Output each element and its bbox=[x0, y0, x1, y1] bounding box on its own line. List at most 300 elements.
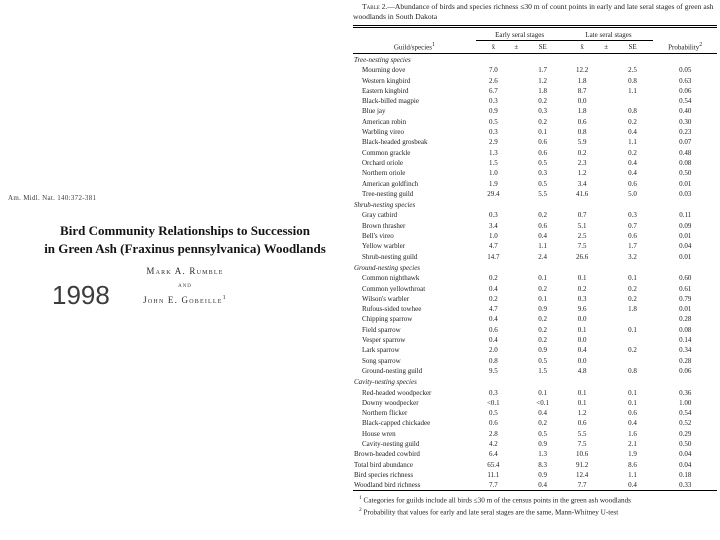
value-cell: 0.4 bbox=[538, 232, 548, 241]
table-body bbox=[353, 54, 717, 491]
species-name: Total bird abundance bbox=[354, 460, 413, 469]
footnote-2-text: Probability that values for early and late seral stages are the same, Mann-Whitney U-test bbox=[363, 508, 619, 517]
value-cell bbox=[601, 106, 612, 116]
value-cell: 0.4 bbox=[628, 158, 637, 167]
value-cell: 12.2 bbox=[575, 66, 589, 75]
value-cell: 0.54 bbox=[679, 97, 692, 106]
value-cell: 2.5 bbox=[628, 66, 637, 75]
value-cell bbox=[511, 158, 522, 168]
value-cell: 0.3 bbox=[538, 107, 548, 116]
value-cell: 0.3 bbox=[488, 128, 498, 137]
value-cell bbox=[601, 96, 612, 106]
table-row bbox=[353, 294, 717, 304]
value-cell: 0.33 bbox=[679, 481, 692, 490]
value-cell bbox=[601, 480, 612, 491]
value-cell bbox=[601, 231, 612, 241]
table-row bbox=[353, 65, 717, 75]
value-cell: 2.4 bbox=[538, 252, 548, 261]
value-cell bbox=[511, 460, 522, 470]
value-cell bbox=[601, 418, 612, 428]
species-name: Woodland bird richness bbox=[354, 481, 421, 490]
value-cell: 0.0 bbox=[577, 356, 587, 365]
table-row bbox=[353, 418, 717, 428]
section-header-row bbox=[353, 199, 717, 210]
value-cell: 0.1 bbox=[577, 388, 587, 397]
value-cell: 0.4 bbox=[488, 284, 498, 293]
species-name: Shrub-nesting guild bbox=[362, 252, 418, 261]
species-name: Common nighthawk bbox=[362, 274, 420, 283]
table-row bbox=[353, 86, 717, 96]
section-header-row bbox=[353, 54, 717, 66]
value-cell bbox=[511, 439, 522, 449]
value-cell: 0.1 bbox=[577, 274, 587, 283]
species-name: Warbling vireo bbox=[362, 128, 405, 137]
species-name: American robin bbox=[362, 117, 407, 126]
value-cell: 0.2 bbox=[577, 148, 587, 157]
value-cell: <0.1 bbox=[536, 398, 549, 407]
value-cell: 12.4 bbox=[575, 470, 589, 479]
value-cell: 0.2 bbox=[628, 284, 637, 293]
footnote-1-text: Categories for guilds include all birds ≤30 m of the census points in the green ash woodlands bbox=[363, 496, 631, 505]
value-cell: 0.50 bbox=[679, 169, 692, 178]
value-cell: 0.0 bbox=[577, 315, 587, 324]
value-cell: 8.7 bbox=[577, 86, 587, 95]
value-cell bbox=[511, 221, 522, 231]
table-row bbox=[353, 388, 717, 398]
table-row bbox=[353, 148, 717, 158]
species-name: Vesper sparrow bbox=[362, 336, 406, 345]
species-name: Orchard oriole bbox=[362, 158, 404, 167]
value-cell bbox=[601, 345, 612, 355]
value-cell: 0.79 bbox=[679, 294, 692, 303]
value-cell: 3.4 bbox=[577, 179, 587, 188]
species-name: Wilson's warbler bbox=[362, 294, 410, 303]
value-cell: 0.4 bbox=[488, 315, 498, 324]
table-row bbox=[353, 158, 717, 168]
value-cell bbox=[511, 325, 522, 335]
value-cell: 1.2 bbox=[577, 169, 587, 178]
value-cell: 4.7 bbox=[488, 242, 498, 251]
value-cell bbox=[601, 241, 612, 251]
value-cell: 0.18 bbox=[679, 470, 692, 479]
table-caption bbox=[353, 2, 717, 22]
table-row bbox=[353, 470, 717, 480]
value-cell: 0.11 bbox=[679, 211, 692, 220]
value-cell: 0.06 bbox=[679, 366, 692, 375]
value-cell: 1.2 bbox=[577, 409, 587, 418]
value-cell: 0.2 bbox=[488, 274, 498, 283]
value-cell bbox=[601, 335, 612, 345]
table-row bbox=[353, 252, 717, 262]
value-cell bbox=[511, 179, 522, 189]
value-cell: 0.6 bbox=[577, 419, 587, 428]
probability-header-text: Probability bbox=[668, 43, 700, 51]
journal-citation: Am. Midl. Nat. 140:372-381 bbox=[8, 194, 97, 202]
value-cell: 3.2 bbox=[628, 252, 637, 261]
value-cell: 1.6 bbox=[628, 429, 637, 438]
species-name: Yellow warbler bbox=[362, 242, 406, 251]
value-cell: 0.06 bbox=[679, 86, 692, 95]
table-row bbox=[353, 273, 717, 283]
value-cell bbox=[511, 189, 522, 199]
value-cell: 0.14 bbox=[679, 336, 692, 345]
value-cell: 0.40 bbox=[679, 107, 692, 116]
table-row bbox=[353, 284, 717, 294]
table-row bbox=[353, 117, 717, 127]
paper-title bbox=[18, 222, 352, 258]
table-row bbox=[353, 366, 717, 376]
species-name: Chipping sparrow bbox=[362, 315, 413, 324]
value-cell bbox=[511, 366, 522, 376]
value-cell: 0.04 bbox=[679, 242, 692, 251]
value-cell: 0.48 bbox=[679, 148, 692, 157]
value-cell: 7.7 bbox=[488, 481, 498, 490]
value-cell: 0.4 bbox=[488, 336, 498, 345]
table-row bbox=[353, 408, 717, 418]
early-seral-group-header: Early seral stages bbox=[476, 27, 564, 41]
value-cell: 3.4 bbox=[488, 221, 498, 230]
footnote-2 bbox=[353, 506, 717, 518]
value-cell: 0.4 bbox=[538, 409, 548, 418]
author-2-footnote-marker: 1 bbox=[222, 295, 227, 301]
value-cell: 1.2 bbox=[538, 76, 548, 85]
species-name: Black-headed grosbeak bbox=[362, 138, 428, 147]
value-cell: 26.6 bbox=[575, 252, 589, 261]
section-header: Ground-nesting species bbox=[354, 263, 421, 272]
species-name: Rufous-sided towhee bbox=[362, 305, 422, 314]
value-cell bbox=[511, 294, 522, 304]
value-cell: 0.8 bbox=[628, 76, 637, 85]
value-cell: 91.2 bbox=[575, 460, 589, 469]
value-cell bbox=[511, 117, 522, 127]
paper-title-line1: Bird Community Relationships to Succession bbox=[60, 223, 310, 238]
value-cell: 0.05 bbox=[679, 66, 692, 75]
value-cell bbox=[601, 189, 612, 199]
value-cell bbox=[601, 398, 612, 408]
species-name: Mourning dove bbox=[362, 66, 406, 75]
table-row bbox=[353, 325, 717, 335]
guild-species-header-sup: 1 bbox=[431, 41, 435, 48]
value-cell: 0.7 bbox=[628, 221, 637, 230]
section-header-row bbox=[353, 262, 717, 273]
value-cell: 0.28 bbox=[679, 315, 692, 324]
value-cell: 0.5 bbox=[538, 429, 548, 438]
table-caption-text: —Abundance of birds and species richness ≤30 m of count points in early and late seral stages of green ash woodlands in South Dakota bbox=[353, 2, 714, 21]
table-row bbox=[353, 304, 717, 314]
value-cell bbox=[511, 314, 522, 324]
species-name: Red-headed woodpecker bbox=[362, 388, 432, 397]
value-cell bbox=[612, 314, 654, 324]
value-cell: 1.1 bbox=[538, 242, 548, 251]
table-row bbox=[353, 480, 717, 491]
value-cell: 0.63 bbox=[679, 76, 692, 85]
value-cell: 1.00 bbox=[679, 398, 692, 407]
value-cell: 8.6 bbox=[628, 460, 637, 469]
value-cell: 0.01 bbox=[679, 179, 692, 188]
value-cell: 0.6 bbox=[488, 419, 498, 428]
value-cell: 0.4 bbox=[628, 481, 637, 490]
species-name: American goldfinch bbox=[362, 179, 419, 188]
value-cell: 0.4 bbox=[628, 128, 637, 137]
value-cell: 7.7 bbox=[577, 481, 587, 490]
value-cell: 1.5 bbox=[488, 158, 498, 167]
value-cell: 0.1 bbox=[538, 388, 548, 397]
value-cell: 14.7 bbox=[487, 252, 500, 261]
value-cell: 0.54 bbox=[679, 409, 692, 418]
table-row bbox=[353, 221, 717, 231]
value-cell bbox=[511, 470, 522, 480]
value-cell bbox=[601, 356, 612, 366]
value-cell: 0.5 bbox=[538, 179, 548, 188]
table-row bbox=[353, 96, 717, 106]
value-cell bbox=[511, 284, 522, 294]
value-cell: 0.1 bbox=[628, 388, 637, 397]
table-row bbox=[353, 460, 717, 470]
table-row bbox=[353, 231, 717, 241]
value-cell: 0.01 bbox=[679, 252, 692, 261]
value-cell bbox=[601, 325, 612, 335]
value-cell bbox=[511, 252, 522, 262]
value-cell: 0.4 bbox=[577, 346, 587, 355]
table-row bbox=[353, 429, 717, 439]
value-cell bbox=[511, 96, 522, 106]
value-cell bbox=[601, 179, 612, 189]
value-cell bbox=[601, 210, 612, 220]
late-seral-group-header: Late seral stages bbox=[563, 27, 653, 41]
value-cell bbox=[511, 76, 522, 86]
value-cell: 0.6 bbox=[577, 117, 587, 126]
section-header-row bbox=[353, 376, 717, 387]
value-cell: 0.3 bbox=[488, 97, 498, 106]
value-cell: 7.5 bbox=[577, 439, 587, 448]
value-cell bbox=[601, 86, 612, 96]
value-cell: 0.07 bbox=[679, 138, 692, 147]
table-caption-label: Table 2. bbox=[362, 2, 388, 11]
value-cell bbox=[511, 345, 522, 355]
value-cell bbox=[601, 294, 612, 304]
value-cell: 4.7 bbox=[488, 305, 498, 314]
value-cell: 1.8 bbox=[577, 107, 587, 116]
value-cell bbox=[511, 304, 522, 314]
value-cell: 1.8 bbox=[538, 86, 548, 95]
value-cell: 10.6 bbox=[575, 450, 589, 459]
value-cell: 1.7 bbox=[628, 242, 637, 251]
value-cell: 0.8 bbox=[488, 356, 498, 365]
species-name: Bird species richness bbox=[354, 470, 414, 479]
value-cell: 0.1 bbox=[628, 274, 637, 283]
table-row bbox=[353, 345, 717, 355]
value-cell: 0.1 bbox=[577, 325, 587, 334]
value-cell: 11.1 bbox=[487, 470, 500, 479]
group-header-row bbox=[353, 27, 717, 41]
value-cell: 0.2 bbox=[628, 346, 637, 355]
table-row bbox=[353, 398, 717, 408]
value-cell: 0.9 bbox=[538, 305, 548, 314]
value-cell: 0.3 bbox=[488, 211, 498, 220]
value-cell: 0.04 bbox=[679, 460, 692, 469]
table-row bbox=[353, 314, 717, 324]
value-cell bbox=[511, 168, 522, 178]
value-cell bbox=[601, 221, 612, 231]
early-plusminus-header: ± bbox=[511, 41, 522, 54]
value-cell: 0.36 bbox=[679, 388, 692, 397]
value-cell bbox=[511, 429, 522, 439]
value-cell bbox=[601, 366, 612, 376]
value-cell: 0.5 bbox=[538, 356, 548, 365]
value-cell: 1.1 bbox=[628, 86, 637, 95]
value-cell: 2.3 bbox=[577, 158, 587, 167]
value-cell: 0.52 bbox=[679, 419, 692, 428]
value-cell: 0.6 bbox=[538, 148, 548, 157]
species-name: Black-billed magpie bbox=[362, 97, 419, 106]
value-cell: 0.2 bbox=[538, 325, 548, 334]
value-cell: 0.2 bbox=[488, 294, 498, 303]
value-cell bbox=[601, 314, 612, 324]
guild-species-header-text: Guild/species bbox=[393, 43, 432, 51]
value-cell bbox=[511, 356, 522, 366]
value-cell: 0.60 bbox=[679, 274, 692, 283]
value-cell: 0.3 bbox=[488, 388, 498, 397]
value-cell bbox=[612, 335, 654, 345]
value-cell bbox=[601, 284, 612, 294]
species-name: Brown thrasher bbox=[362, 221, 406, 230]
value-cell: 0.29 bbox=[679, 429, 692, 438]
table-footnotes bbox=[353, 494, 717, 518]
species-name: Lark sparrow bbox=[362, 346, 400, 355]
value-cell: 0.8 bbox=[577, 128, 587, 137]
value-cell: 0.7 bbox=[577, 211, 587, 220]
value-cell bbox=[511, 449, 522, 459]
value-cell: 1.5 bbox=[538, 366, 548, 375]
table-2-figure bbox=[353, 2, 717, 518]
species-name: Blue jay bbox=[362, 107, 386, 116]
value-cell: 0.9 bbox=[488, 107, 498, 116]
value-cell bbox=[601, 388, 612, 398]
value-cell: 0.2 bbox=[538, 315, 548, 324]
value-cell: 1.9 bbox=[488, 179, 498, 188]
value-cell: 0.2 bbox=[538, 97, 548, 106]
species-name: House wren bbox=[362, 429, 396, 438]
value-cell bbox=[511, 418, 522, 428]
species-name: Ground-nesting guild bbox=[362, 366, 423, 375]
value-cell bbox=[601, 158, 612, 168]
value-cell: 0.4 bbox=[628, 169, 637, 178]
value-cell: 0.2 bbox=[538, 336, 548, 345]
value-cell: 1.3 bbox=[488, 148, 498, 157]
value-cell: 0.4 bbox=[538, 481, 548, 490]
probability-header-spacer bbox=[653, 27, 717, 41]
value-cell: 1.8 bbox=[628, 305, 637, 314]
value-cell: 0.03 bbox=[679, 189, 692, 198]
value-cell: 0.6 bbox=[538, 138, 548, 147]
value-cell bbox=[511, 127, 522, 137]
value-cell: 0.6 bbox=[628, 179, 637, 188]
author-conjunction: and bbox=[178, 282, 192, 289]
footnote-1 bbox=[353, 494, 717, 506]
value-cell bbox=[511, 398, 522, 408]
value-cell: 4.8 bbox=[577, 366, 587, 375]
value-cell: 0.5 bbox=[488, 117, 498, 126]
value-cell bbox=[612, 96, 654, 106]
value-cell: <0.1 bbox=[486, 398, 500, 407]
value-cell: 6.4 bbox=[488, 450, 498, 459]
value-cell: 29.4 bbox=[487, 189, 500, 198]
table-row bbox=[353, 241, 717, 251]
value-cell: 0.30 bbox=[679, 117, 692, 126]
value-cell bbox=[601, 408, 612, 418]
value-cell: 0.2 bbox=[538, 211, 548, 220]
value-cell: 0.1 bbox=[628, 398, 637, 407]
table-row bbox=[353, 210, 717, 220]
value-cell: 0.4 bbox=[628, 419, 637, 428]
species-name: Western kingbird bbox=[362, 76, 411, 85]
value-cell: 0.50 bbox=[679, 439, 692, 448]
value-cell: 6.7 bbox=[488, 86, 498, 95]
species-name: Song sparrow bbox=[362, 356, 401, 365]
value-cell: 0.9 bbox=[538, 439, 548, 448]
value-cell: 5.5 bbox=[577, 429, 587, 438]
value-cell: 0.34 bbox=[679, 346, 692, 355]
value-cell bbox=[601, 470, 612, 480]
value-cell: 8.3 bbox=[538, 460, 548, 469]
value-cell bbox=[601, 76, 612, 86]
value-cell: 0.2 bbox=[577, 284, 587, 293]
value-cell: 65.4 bbox=[487, 460, 500, 469]
value-cell: 9.5 bbox=[488, 366, 498, 375]
value-cell: 0.5 bbox=[538, 158, 548, 167]
value-cell: 0.04 bbox=[679, 450, 692, 459]
value-cell: 0.6 bbox=[488, 325, 498, 334]
species-name: Downy woodpecker bbox=[362, 398, 419, 407]
table-row bbox=[353, 189, 717, 199]
value-cell: 2.6 bbox=[488, 76, 498, 85]
value-cell: 0.3 bbox=[538, 169, 548, 178]
section-header: Tree-nesting species bbox=[354, 56, 411, 64]
value-cell: 1.8 bbox=[577, 76, 587, 85]
value-cell: 5.0 bbox=[628, 189, 637, 198]
species-name: Bell's vireo bbox=[362, 232, 394, 241]
value-cell bbox=[511, 106, 522, 116]
value-cell: 1.0 bbox=[488, 169, 498, 178]
section-header: Shrub-nesting species bbox=[354, 201, 416, 210]
value-cell: 0.8 bbox=[628, 366, 637, 375]
value-cell: 0.6 bbox=[538, 221, 548, 230]
value-cell: 0.3 bbox=[628, 211, 637, 220]
footnote-1-marker: 1 bbox=[359, 495, 362, 502]
value-cell: 0.1 bbox=[538, 274, 548, 283]
probability-header-sup: 2 bbox=[699, 41, 703, 48]
value-cell bbox=[511, 137, 522, 147]
value-cell: 2.8 bbox=[488, 429, 498, 438]
value-cell bbox=[511, 86, 522, 96]
value-cell bbox=[511, 241, 522, 251]
value-cell bbox=[511, 388, 522, 398]
table-row bbox=[353, 76, 717, 86]
abundance-table bbox=[353, 25, 717, 491]
value-cell: 0.2 bbox=[628, 148, 637, 157]
value-cell: 0.01 bbox=[679, 232, 692, 241]
value-cell bbox=[601, 304, 612, 314]
footnote-2-marker: 2 bbox=[359, 507, 362, 514]
value-cell: 0.2 bbox=[538, 419, 548, 428]
value-cell: 2.5 bbox=[577, 232, 587, 241]
table-row bbox=[353, 449, 717, 459]
value-cell bbox=[601, 449, 612, 459]
species-name: Eastern kingbird bbox=[362, 86, 409, 95]
value-cell bbox=[601, 168, 612, 178]
late-se-header: SE bbox=[612, 41, 654, 54]
table-header bbox=[353, 27, 717, 54]
